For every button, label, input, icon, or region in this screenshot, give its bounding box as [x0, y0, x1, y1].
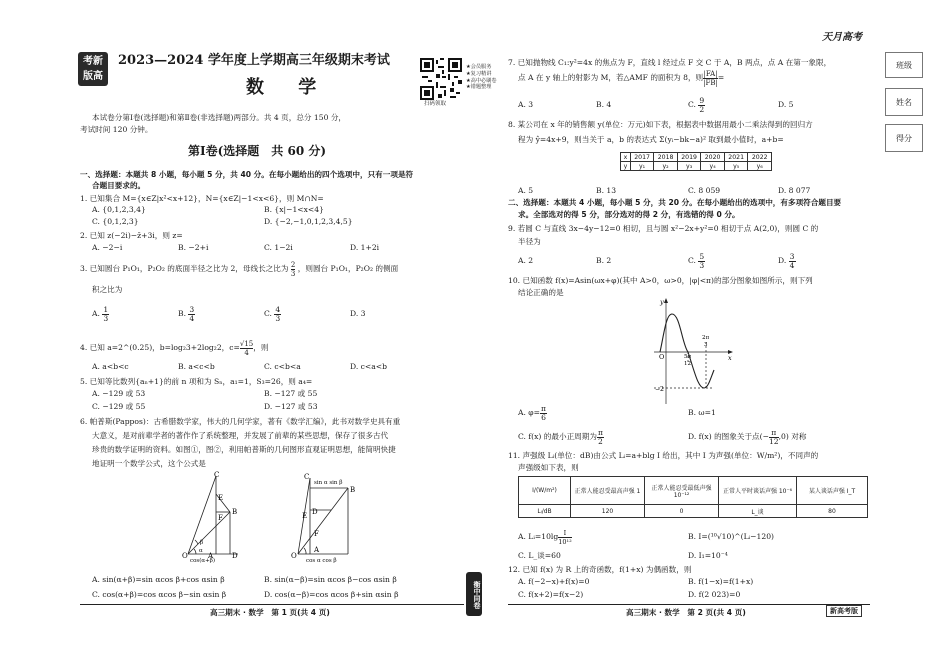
option-letter: D. — [778, 256, 787, 265]
table-cell: 2021 — [724, 153, 748, 162]
option-tail: ,0) 对称 — [778, 432, 807, 441]
numerator: π — [597, 427, 603, 437]
table-cell: y — [621, 162, 631, 171]
question-4 — [80, 338, 268, 358]
section-one-instructions: 一、选择题：本题共 8 小题，每小题 5 分，共 40 分。在每小题给出的四个选项中，只有一项是符 — [80, 170, 414, 179]
q2-option-c[interactable]: C. 1−2i — [264, 243, 293, 252]
table-header-cell: I/(W/m²) — [519, 477, 571, 505]
option-letter: C. — [264, 309, 272, 318]
question-5: 5. 已知等比数列{aₙ+1}的前 n 项和为 Sₙ，a₁=1，S₃=26，则 a₄= — [80, 377, 313, 386]
question-9: 9. 若圆 C 与直线 3x−4y−12=0 相切，且与圆 x²−2x+y²=0 相切于点 A(2,0)，则圆 C 的 — [508, 224, 819, 233]
sidebar-label: 得分 — [896, 134, 912, 143]
table-cell: 0 — [645, 505, 719, 518]
fig1-label-b: B — [232, 508, 238, 516]
question-7-cont — [518, 68, 724, 88]
table-cell: 2017 — [630, 153, 654, 162]
graph-tick-2pi-den: 3 — [704, 342, 708, 348]
option-letter: A. — [92, 309, 100, 318]
stamp-text: 衡中同卷 — [473, 581, 481, 609]
question-3 — [80, 258, 398, 280]
numerator: 4 — [275, 304, 281, 314]
question-2: 2. 已知 z(−2i)−z̄+3i，则 z= — [80, 231, 183, 240]
subject-title: 数 学 — [246, 77, 331, 98]
fig2-label-c: C — [304, 473, 310, 481]
numerator: 3 — [789, 251, 795, 261]
table-cell: 2022 — [748, 153, 772, 162]
question-11: 11. 声强级 Lᵢ(单位：dB)由公式 Lᵢ=a+blg I 给出，其中 I 为声强(单位：W/m²)，不同声的 — [508, 451, 819, 460]
denominator: 10¹² — [558, 537, 572, 546]
brand-logo: 天月高考 — [822, 32, 862, 43]
option-text: C. f(x) 的最小正周期为 — [518, 432, 597, 441]
q10-option-b[interactable]: B. ω=1 — [688, 408, 716, 417]
right-footer: 高三期末 · 数学 第 2 页(共 4 页) — [626, 608, 746, 617]
q4-option-d[interactable]: D. c<a<b — [350, 362, 388, 371]
option-paren: (− — [759, 432, 769, 441]
fig1-label-c: C — [214, 471, 220, 479]
qr-caption: 扫码领取 — [424, 101, 447, 107]
edition-badge — [78, 52, 108, 86]
q7-option-b[interactable]: B. 4 — [596, 100, 612, 109]
fraction — [789, 253, 796, 270]
sidebar-label: 姓名 — [896, 98, 912, 107]
table-row — [519, 477, 868, 505]
fig1-label-a: A — [208, 552, 214, 560]
q3-text-cont: ，则圆台 P₁O₁，P₂O₂ 的侧面 — [297, 264, 399, 273]
table-row — [621, 162, 772, 171]
part-one-heading: 第Ⅰ卷(选择题 共 60 分) — [188, 144, 327, 158]
numerator: 9 — [699, 95, 705, 105]
graph-tick-neg2: −2 — [655, 386, 664, 393]
qr-service-item: ★错题整理 — [466, 84, 492, 91]
numerator: 5 — [699, 251, 705, 261]
table-cell: 2020 — [701, 153, 725, 162]
q4-option-b[interactable]: B. a<c<b — [178, 362, 215, 371]
graph-label-x: x — [728, 354, 732, 362]
graph-tick-2pi: 2π — [702, 335, 710, 341]
q8-option-d[interactable]: D. 8 077 — [778, 186, 811, 195]
table-cell: 120 — [571, 505, 645, 518]
question-3-cont: 积之比为 — [92, 285, 123, 294]
table-cell: L_谈 — [719, 505, 797, 518]
table-cell: y₅ — [724, 162, 748, 171]
numerator: π — [769, 429, 779, 438]
q10-option-a[interactable] — [518, 403, 547, 423]
option-letter: C. — [688, 256, 696, 265]
numerator: |FA| — [703, 69, 718, 78]
q2-option-a[interactable]: A. −2−i — [92, 243, 123, 252]
denominator: |FB| — [703, 78, 718, 87]
question-8: 8. 某公司在 x 年的销售额 y(单位：万元)如下表，根据表中数据用最小二乘法得到的回归方 — [508, 120, 813, 129]
badge-line-1: 考新 — [83, 56, 103, 67]
q12-option-a[interactable]: A. f(−2−x)+f(x)=0 — [518, 577, 590, 586]
denominator: 3 — [290, 269, 296, 278]
graph-label-o: O — [659, 353, 665, 361]
q6-option-c[interactable]: C. cos(α+β)=cos αcos β−sin αsin β — [92, 590, 227, 599]
fraction — [240, 340, 253, 357]
question-6-line-2: 大意义，是对前辈学者的著作作了系统整理，并发展了前辈的某些思想，保存了很多古代 — [92, 431, 389, 440]
table-cell: x — [621, 153, 631, 162]
fraction — [540, 405, 547, 422]
q8-option-b[interactable]: B. 13 — [596, 186, 617, 195]
q11-sound-table — [518, 476, 868, 518]
fig2-bottom-label: cos α cos β — [306, 558, 337, 564]
edition-tag-text: 新高考版 — [830, 607, 858, 615]
q7-equals: = — [717, 73, 725, 82]
numerator: 3 — [189, 304, 195, 314]
option-letter: C. — [688, 100, 696, 109]
q10-option-c[interactable] — [518, 427, 604, 447]
q6-option-a[interactable]: A. sin(α+β)=sin αcos β+cos αsin β — [92, 575, 225, 584]
numerator: 2 — [290, 260, 296, 269]
graph-tick-5pi: 5π — [684, 354, 692, 360]
fig1-label-beta: β — [200, 540, 204, 546]
fraction — [698, 253, 705, 270]
pappos-figure-1 — [172, 472, 262, 562]
left-footer: 高三期末 · 数学 第 1 页(共 4 页) — [210, 608, 330, 617]
numerator: 1 — [103, 304, 109, 314]
sidebar-field-class[interactable] — [885, 52, 923, 78]
table-cell: Lᵢ/dB — [519, 505, 571, 518]
q5-option-b[interactable]: B. −127 或 55 — [264, 389, 318, 398]
qr-code-icon[interactable] — [420, 58, 462, 100]
denominator: 4 — [189, 313, 195, 323]
left-footer-rule — [80, 604, 464, 605]
q12-option-b[interactable]: B. f(1−x)=f(1+x) — [688, 577, 754, 586]
fig2-label-f: F — [314, 530, 319, 538]
fig2-label-d: D — [312, 508, 318, 516]
q3-option-a[interactable] — [92, 304, 109, 324]
q8-option-c[interactable]: C. 8 059 — [688, 186, 721, 195]
pappos-figure-2 — [288, 474, 368, 564]
numerator: I — [558, 529, 571, 538]
q4-option-a[interactable]: A. a<b<c — [92, 362, 129, 371]
section-one-instructions-cont: 合题目要求的。 — [92, 181, 146, 190]
fig2-label-e: E — [302, 512, 308, 520]
q3-text: 3. 已知圆台 P₁O₁，P₂O₂ 的底面半径之比为 2，母线长之比为 — [80, 264, 289, 273]
table-cell: 80 — [797, 505, 868, 518]
denominator: 12 — [768, 436, 779, 446]
fig2-label-a: A — [314, 546, 320, 554]
graph-tick-5pi-den: 12 — [684, 361, 691, 367]
q7-option-c[interactable] — [688, 95, 705, 115]
q1-option-a[interactable]: A. {0,1,2,3,4} — [92, 205, 146, 214]
qr-service-item: ★高中必刷卷 — [466, 77, 497, 84]
q5-option-d[interactable]: D. −127 或 53 — [264, 402, 318, 411]
q5-option-a[interactable]: A. −129 或 53 — [92, 389, 146, 398]
sidebar-label: 班级 — [896, 61, 912, 70]
table-cell: y₂ — [654, 162, 678, 171]
q7-option-d[interactable]: D. 5 — [778, 100, 794, 109]
question-11-cont: 声强级如下表，则 — [518, 463, 579, 472]
denominator: 3 — [275, 313, 281, 323]
denominator: 3 — [699, 260, 705, 270]
fig1-label-alpha: α — [199, 548, 203, 554]
numerator: π — [541, 403, 546, 413]
question-8-cont: 程为 ŷ=4x+9，则当关于 a，b 的表达式 Σ(yᵢ−bk−a)² 取到最小值时，a+b= — [518, 135, 784, 144]
right-footer-rule — [508, 604, 870, 605]
table-cell: y₆ — [748, 162, 772, 171]
question-6-line-1: 6. 帕普斯(Pappos)：古希腊数学家，伟大的几何学家，著有《数学汇编》，此书对数学史具有重 — [80, 417, 401, 426]
q11-option-c[interactable]: C. L_谈=60 — [518, 551, 561, 560]
table-cell: y₁ — [630, 162, 654, 171]
graph-label-y: y — [660, 298, 664, 306]
q9-option-c[interactable] — [688, 251, 705, 271]
fraction — [703, 70, 718, 87]
question-7: 7. 已知抛物线 C₁:y²=4x 的焦点为 F，直线 l 经过点 F 交 C 于 A，B 两点，点 A 在第一象限， — [508, 58, 832, 67]
option-text: A. φ= — [518, 408, 540, 417]
fraction — [558, 529, 571, 546]
denominator: 2 — [699, 104, 705, 114]
q8-sales-table — [620, 152, 772, 171]
fig1-bottom-label: cos(α+β) — [190, 558, 216, 564]
question-6-line-3: 珍贵的数学证明的资料。如图①，图②，利用帕普斯的几何图形直观证明思想，能简明快捷 — [92, 445, 396, 454]
denominator: 2 — [598, 436, 603, 446]
option-letter: B. — [178, 309, 186, 318]
fig2-label-o: O — [291, 552, 297, 560]
q6-option-b[interactable]: B. sin(α−β)=sin αcos β−cos αsin β — [264, 575, 397, 584]
table-row — [519, 505, 868, 518]
fraction — [597, 429, 604, 446]
stamp-logo — [466, 572, 482, 616]
denominator: 3 — [103, 313, 109, 323]
q2-option-b[interactable]: B. −2+i — [178, 243, 209, 252]
table-header-cell: 正常人平时谈话声强 10⁻⁶ — [719, 477, 797, 505]
fraction — [769, 429, 779, 446]
q1-option-b[interactable]: B. {x|−1<x<4} — [264, 205, 324, 214]
q12-option-c[interactable]: C. f(x+2)=f(x−2) — [518, 590, 584, 599]
section-two-instructions-cont: 求。全部选对的得 5 分，部分选对的得 2 分，有选错的得 0 分。 — [518, 210, 740, 219]
badge-line-2: 版高 — [83, 71, 103, 82]
q9-option-d[interactable] — [778, 251, 796, 271]
sidebar-field-score[interactable] — [885, 124, 923, 152]
option-text: A. Lᵢ=10lg — [518, 532, 559, 541]
sidebar-field-name[interactable] — [885, 88, 923, 116]
question-1: 1. 已知集合 M={x∈Z|x²<x+12}，N={x∈Z|−1<x<6}，则 M∩N= — [80, 194, 324, 203]
edition-tag — [826, 605, 862, 617]
fraction — [102, 306, 109, 323]
numerator: √15 — [239, 339, 254, 348]
fraction — [274, 306, 281, 323]
table-header-cell: 正常人能忍受最高声强 1 — [571, 477, 645, 505]
q7-text: 点 A 在 y 轴上的射影为 M，若△AMF 的面积为 8，则 — [518, 73, 704, 82]
fraction — [188, 306, 195, 323]
q6-option-d[interactable]: D. cos(α−β)=cos αcos β+sin αsin β — [264, 590, 399, 599]
q3-option-d[interactable]: D. 3 — [350, 309, 366, 318]
table-header-cell: 某人谈话声强 I_T — [797, 477, 868, 505]
q11-option-a[interactable] — [518, 527, 572, 547]
q5-option-c[interactable]: C. −129 或 55 — [92, 402, 146, 411]
q8-option-a[interactable]: A. 5 — [518, 186, 534, 195]
qr-service-item: ★会员服务 — [466, 64, 492, 70]
table-cell: 2018 — [654, 153, 678, 162]
section-two-instructions: 二、选择题：本题共 4 小题，每小题 5 分，共 20 分。在每小题给出的选项中，有多项符合题目要 — [508, 198, 842, 207]
q9-option-a[interactable]: A. 2 — [518, 256, 534, 265]
table-header-cell: 正常人能忍受最低声强 10⁻¹² — [645, 477, 719, 505]
denominator: 6 — [541, 412, 546, 422]
question-12: 12. 已知 f(x) 为 R 上的奇函数，f(1+x) 为偶函数，则 — [508, 565, 692, 574]
table-cell: y₄ — [701, 162, 725, 171]
fig1-label-d: D — [232, 552, 238, 560]
q1-option-c[interactable]: C. {0,1,2,3} — [92, 217, 139, 226]
intro-line-2: 考试时间 120 分钟。 — [80, 125, 153, 134]
q4-text-cont: ，则 — [253, 343, 269, 352]
q4-option-c[interactable]: C. c<b<a — [264, 362, 301, 371]
intro-line-1: 本试卷分第Ⅰ卷(选择题)和第Ⅱ卷(非选择题)两部分。共 4 页，总分 150 分， — [92, 113, 347, 122]
table-cell: y₃ — [677, 162, 701, 171]
q7-option-a[interactable]: A. 3 — [518, 100, 534, 109]
denominator: 4 — [789, 260, 795, 270]
qr-services — [466, 64, 497, 91]
q4-text: 4. 已知 a=2^(0.25)，b=log₂3+2log₂2，c= — [80, 343, 240, 352]
q11-option-d[interactable]: D. I₁=10⁻⁴ — [688, 551, 728, 560]
q1-option-d[interactable]: D. {−2,−1,0,1,2,3,4,5} — [264, 217, 353, 226]
q10-option-d[interactable] — [688, 427, 806, 447]
q3-option-b[interactable] — [178, 304, 195, 324]
q2-option-d[interactable]: D. 1+2i — [350, 243, 380, 252]
fraction — [698, 97, 705, 114]
qr-service-item: ★复习精讲 — [466, 70, 492, 77]
question-10-cont: 结论正确的是 — [518, 288, 564, 297]
table-row — [621, 153, 772, 162]
sine-graph — [652, 296, 734, 406]
denominator: 4 — [244, 348, 249, 357]
q12-option-d[interactable]: D. f(2 023)=0 — [688, 590, 741, 599]
question-10: 10. 已知函数 f(x)=Asin(ωx+φ)(其中 A>0，ω>0，|φ|<π)的部分图象如图所示，则下列 — [508, 276, 813, 285]
question-6-line-4: 地证明一个数学公式，这个公式是 — [92, 459, 206, 468]
q3-option-c[interactable] — [264, 304, 281, 324]
fig1-label-e: E — [218, 494, 224, 502]
exam-title: 2023—2024 学年度上学期高三年级期末考试 — [118, 53, 390, 68]
fig2-label-b: B — [350, 486, 356, 494]
q9-option-b[interactable]: B. 2 — [596, 256, 612, 265]
fig2-top-label: sin α sin β — [314, 480, 343, 486]
question-9-cont: 半径为 — [518, 237, 541, 246]
option-text: D. f(x) 的图象关于点 — [688, 432, 760, 441]
fig1-label-o: O — [182, 552, 188, 560]
fig1-label-f: F — [218, 514, 223, 522]
q11-option-b[interactable]: B. I=(¹⁰√10)^(Lᵢ−120) — [688, 532, 775, 541]
table-cell: 2019 — [677, 153, 701, 162]
fraction — [291, 261, 295, 278]
